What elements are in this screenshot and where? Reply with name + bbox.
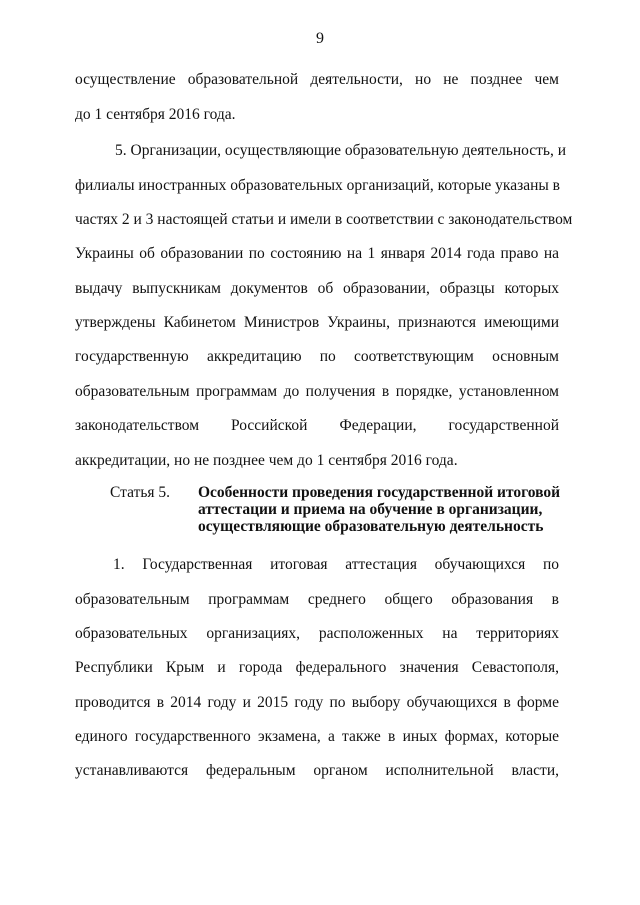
text-line: устанавливаются федеральным органом исполнительной власти, [75, 762, 559, 779]
article-title-line: Особенности проведения государственной итоговой [198, 484, 561, 501]
text-line: аккредитации, но не позднее чем до 1 сентября 2016 года. [75, 452, 458, 469]
text-line: филиалы иностранных образовательных организаций, которые указаны в [75, 177, 560, 194]
article-title [198, 484, 561, 535]
text-line: образовательным программам до получения в порядке, установленном [75, 383, 559, 400]
article-label: Статья 5. [110, 484, 171, 501]
paragraph-1-first-line: 1. Государственная итоговая аттестация обучающихся по [113, 556, 559, 573]
text-line: Украины об образовании по состоянию на 1 января 2014 года право на [75, 245, 559, 262]
text-line: образовательным программам среднего общего образования в [75, 591, 559, 608]
text-line: утверждены Кабинетом Министров Украины, признаются имеющими [75, 314, 559, 331]
text-line: государственную аккредитацию по соответствующим основным [75, 348, 559, 365]
article-title-line: осуществляющие образовательную деятельность [198, 518, 544, 535]
text-line: единого государственного экзамена, а также в иных формах, которые [75, 728, 559, 745]
text-line: образовательных организациях, расположенных на территориях [75, 625, 559, 642]
text-line: частях 2 и 3 настоящей статьи и имели в соответствии с законодательством [75, 211, 573, 228]
text-line: Республики Крым и города федерального значения Севастополя, [75, 659, 559, 676]
page-number: 9 [316, 30, 324, 47]
text-line: проводится в 2014 году и 2015 году по выбору обучающихся в форме [75, 694, 559, 711]
text-line: выдачу выпускникам документов об образовании, образцы которых [75, 280, 559, 297]
article-title-line: аттестации и приема на обучение в организации, [198, 501, 543, 518]
text-line: осуществление образовательной деятельности, но не позднее чем [75, 71, 559, 88]
paragraph-5-first-line: 5. Организации, осуществляющие образовательную деятельность, и [115, 142, 567, 159]
text-line: законодательством Российской Федерации, государственной [75, 417, 559, 434]
text-line: до 1 сентября 2016 года. [75, 106, 236, 123]
